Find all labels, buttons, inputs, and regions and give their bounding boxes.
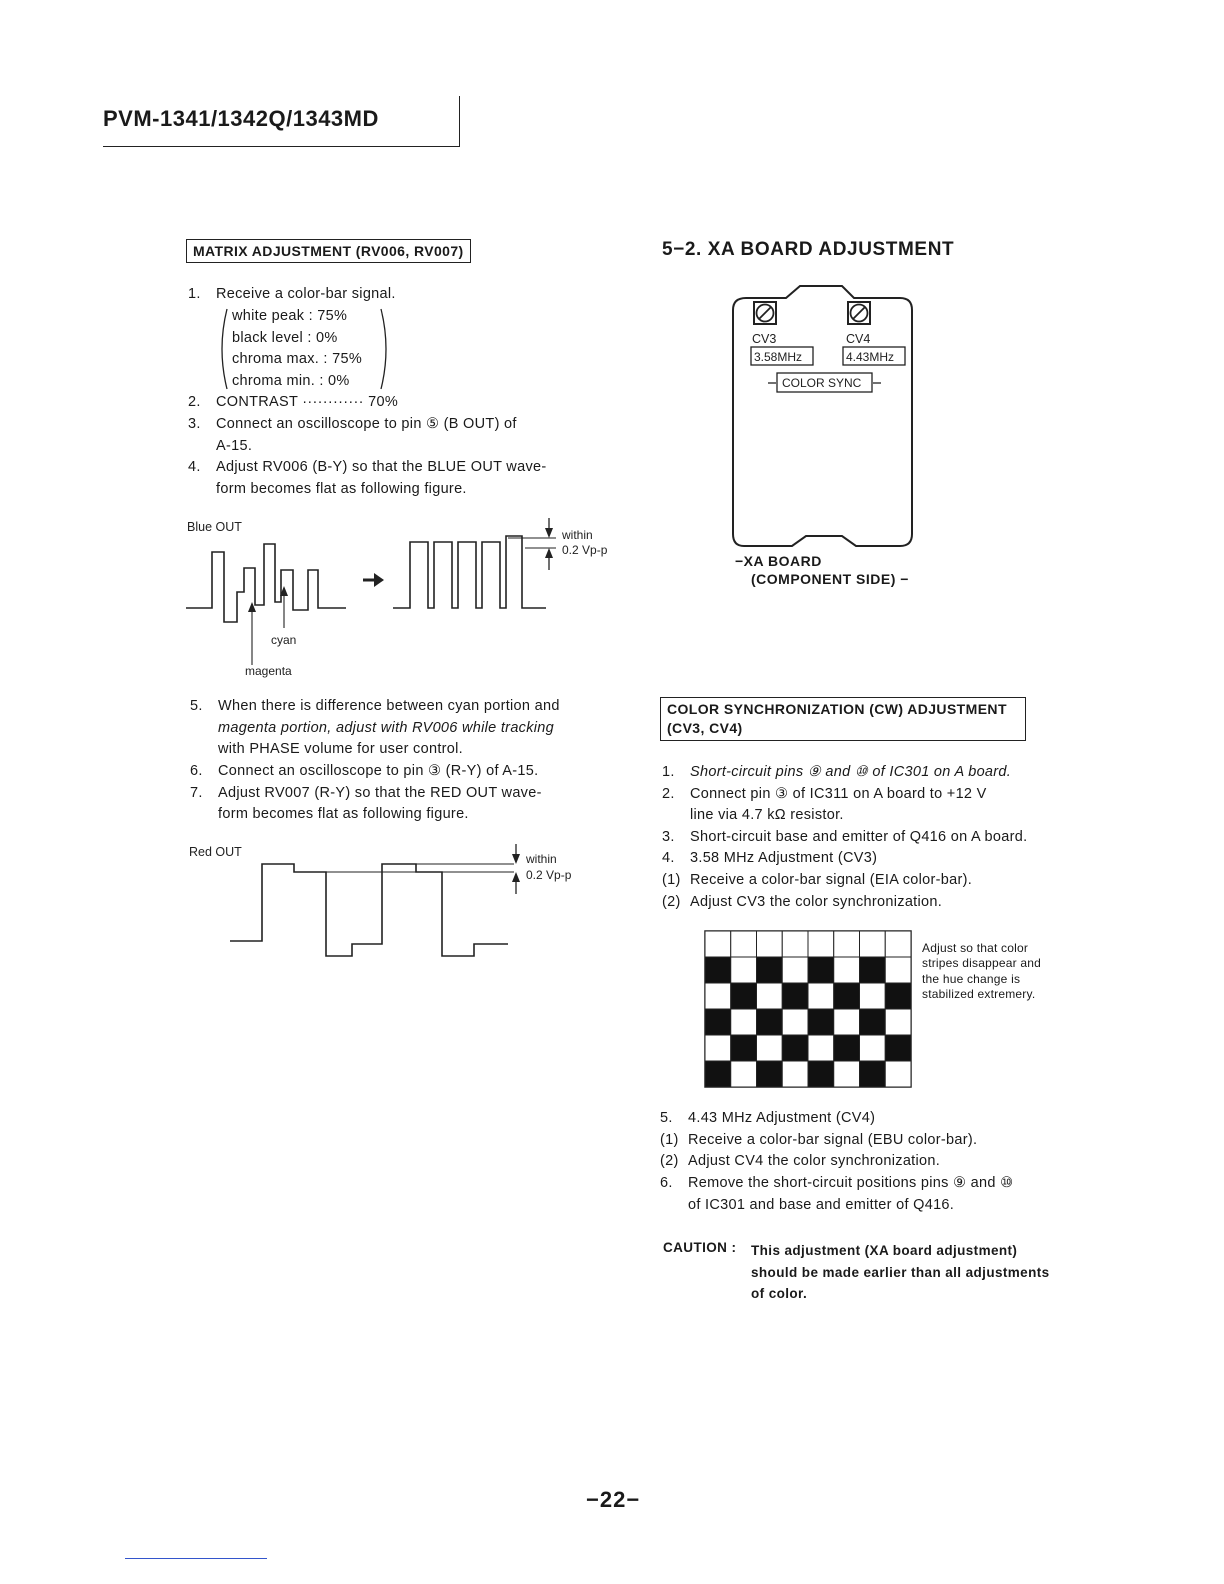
pattern-cell xyxy=(705,983,731,1009)
pattern-cell xyxy=(782,983,808,1009)
cyan-label: cyan xyxy=(271,633,297,647)
signal-chroma-min: chroma min. : 0% xyxy=(232,373,350,389)
step-item: 4. Adjust RV006 (B-Y) so that the BLUE OUT wave- xyxy=(188,459,547,475)
page-number: −22− xyxy=(586,1487,641,1512)
step-item: 3. Connect an oscilloscope to pin ⑤ (B OUT) of xyxy=(188,416,517,432)
vpp-label: 0.2 Vp-p xyxy=(526,868,572,882)
pattern-cell xyxy=(860,931,886,957)
pattern-cell xyxy=(808,957,834,983)
pattern-cell xyxy=(885,931,911,957)
step-item: of IC301 and base and emitter of Q416. xyxy=(688,1197,955,1213)
step-item: 4. 3.58 MHz Adjustment (CV3) xyxy=(662,850,878,866)
xa-board-adjustment-title: 5−2. XA BOARD ADJUSTMENT xyxy=(662,239,955,260)
pattern-cell xyxy=(834,1035,860,1061)
step-item: magenta portion, adjust with RV006 while tracking xyxy=(218,720,555,736)
vpp-label: 0.2 Vp-p xyxy=(562,543,608,557)
pattern-cell xyxy=(705,1035,731,1061)
step-item: (2) Adjust CV4 the color synchronization. xyxy=(660,1153,941,1169)
step-item: line via 4.7 kΩ resistor. xyxy=(690,807,844,823)
header-rule xyxy=(103,146,460,147)
step-item: 2. Connect pin ③ of IC311 on A board to +12 V xyxy=(662,786,987,802)
caution-text xyxy=(751,1240,1050,1305)
xa-board-caption: −XA BOARD xyxy=(735,553,822,569)
signal-black-level: black level : 0% xyxy=(232,330,338,346)
color-sync-adjustment-heading xyxy=(660,697,1026,741)
cv3-frequency: 3.58MHz xyxy=(754,350,803,364)
cw-heading-line-1: COLOR SYNCHRONIZATION (CW) ADJUSTMENT xyxy=(667,701,1007,717)
cw-heading-line-2: (CV3, CV4) xyxy=(667,720,743,736)
step-item: 6. Remove the short-circuit positions pins ⑨ and ⑩ xyxy=(660,1175,1014,1191)
pattern-cell xyxy=(757,983,783,1009)
pattern-cell xyxy=(885,957,911,983)
color-sync-label: COLOR SYNC xyxy=(782,376,862,390)
pattern-note-line: stripes disappear and xyxy=(922,956,1041,971)
magenta-label: magenta xyxy=(245,664,292,678)
pattern-cell xyxy=(731,1035,757,1061)
step-item: 3. Short-circuit base and emitter of Q416 on A board. xyxy=(662,829,1028,845)
pattern-cell xyxy=(782,957,808,983)
pattern-cell xyxy=(885,1061,911,1087)
pattern-cell xyxy=(757,931,783,957)
cv3-label: CV3 xyxy=(752,332,777,346)
step-item: 2. CONTRAST ············ 70% xyxy=(188,394,399,410)
caution-line: of color. xyxy=(751,1286,808,1302)
pattern-cell xyxy=(705,931,731,957)
step-item: form becomes flat as following figure. xyxy=(216,481,467,497)
pattern-cell xyxy=(834,957,860,983)
pattern-cell xyxy=(757,1061,783,1087)
footer-rule xyxy=(125,1558,267,1559)
pattern-note-line: the hue change is xyxy=(922,971,1021,986)
document-title: PVM-1341/1342Q/1343MD xyxy=(103,106,379,131)
step-item: 1. Receive a color-bar signal. xyxy=(188,286,396,302)
pattern-cell xyxy=(782,1035,808,1061)
step-item: with PHASE volume for user control. xyxy=(218,741,464,757)
cv4-label: CV4 xyxy=(846,332,871,346)
pattern-cell xyxy=(808,1035,834,1061)
pattern-cell xyxy=(808,1061,834,1087)
pattern-cell xyxy=(731,1061,757,1087)
pattern-cell xyxy=(731,1009,757,1035)
pattern-cell xyxy=(860,983,886,1009)
red-out-waveform-figure xyxy=(184,836,604,966)
step-item: 5. 4.43 MHz Adjustment (CV4) xyxy=(660,1110,876,1126)
within-label: within xyxy=(526,852,557,866)
step-item: (1) Receive a color-bar signal (EIA color-bar). xyxy=(662,872,973,888)
pattern-cell xyxy=(860,957,886,983)
pattern-cell xyxy=(782,1061,808,1087)
pattern-cell xyxy=(731,957,757,983)
step-item: (1) Receive a color-bar signal (EBU color-bar). xyxy=(660,1132,978,1148)
step-item: 6. Connect an oscilloscope to pin ③ (R-Y) of A-15. xyxy=(190,763,539,779)
pattern-cell xyxy=(860,1009,886,1035)
pattern-cell xyxy=(860,1035,886,1061)
step-item: (2) Adjust CV3 the color synchronization. xyxy=(662,894,943,910)
pattern-cell xyxy=(705,957,731,983)
color-stripe-pattern xyxy=(704,930,914,1090)
pattern-cell xyxy=(885,983,911,1009)
step-item: form becomes flat as following figure. xyxy=(218,806,469,822)
pattern-cell xyxy=(834,931,860,957)
pattern-cell xyxy=(885,1009,911,1035)
matrix-adjustment-heading: MATRIX ADJUSTMENT (RV006, RV007) xyxy=(186,239,471,263)
pattern-cell xyxy=(731,931,757,957)
pattern-cell xyxy=(808,931,834,957)
pattern-note xyxy=(922,941,1041,1003)
pattern-cell xyxy=(834,983,860,1009)
pattern-cell xyxy=(834,1009,860,1035)
blue-out-waveform-figure xyxy=(180,510,630,685)
pattern-cell xyxy=(757,1009,783,1035)
cv4-frequency: 4.43MHz xyxy=(846,350,895,364)
red-out-label: Red OUT xyxy=(189,845,242,859)
pattern-cell xyxy=(834,1061,860,1087)
blue-out-label: Blue OUT xyxy=(187,520,242,534)
signal-parentheses xyxy=(215,306,395,392)
pattern-cell xyxy=(782,931,808,957)
step-item: A-15. xyxy=(216,438,253,454)
pattern-cell xyxy=(808,983,834,1009)
caution-line: This adjustment (XA board adjustment) xyxy=(751,1243,1018,1258)
header-divider xyxy=(459,96,460,146)
step-item: 5. When there is difference between cyan portion and xyxy=(190,698,560,714)
pattern-cell xyxy=(808,1009,834,1035)
xa-board-diagram xyxy=(730,284,920,554)
signal-chroma-max: chroma max. : 75% xyxy=(232,351,363,367)
pattern-cell xyxy=(885,1035,911,1061)
xa-board-caption-side: (COMPONENT SIDE) − xyxy=(751,571,909,587)
pattern-note-line: Adjust so that color xyxy=(922,941,1029,955)
pattern-cell xyxy=(705,1061,731,1087)
pattern-note-line: stabilized extremery. xyxy=(922,987,1036,1002)
caution-label: CAUTION : xyxy=(663,1240,737,1255)
step-item: 1. Short-circuit pins ⑨ and ⑩ of IC301 on A board. xyxy=(662,764,1012,780)
pattern-cell xyxy=(705,1009,731,1035)
pattern-cell xyxy=(731,983,757,1009)
caution-line: should be made earlier than all adjustments xyxy=(751,1264,1050,1280)
pattern-cell xyxy=(757,1035,783,1061)
signal-white-peak: white peak : 75% xyxy=(232,308,348,324)
step-item: 7. Adjust RV007 (R-Y) so that the RED OUT wave- xyxy=(190,785,542,801)
pattern-cell xyxy=(757,957,783,983)
pattern-cell xyxy=(860,1061,886,1087)
within-label: within xyxy=(562,528,593,542)
pattern-cell xyxy=(782,1009,808,1035)
